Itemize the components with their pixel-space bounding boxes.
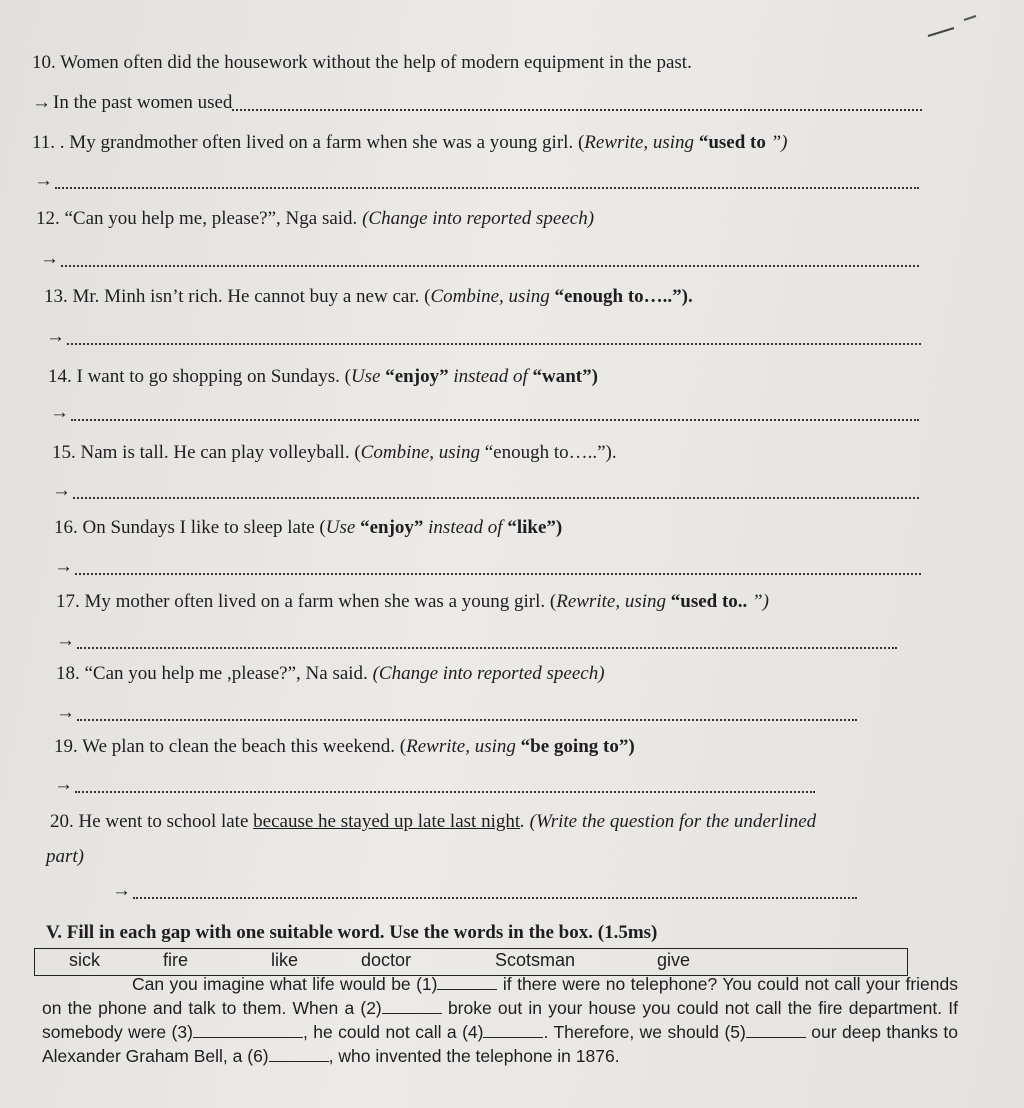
question-11 xyxy=(32,132,788,154)
question-20-continued: part) xyxy=(46,846,84,867)
arrow-icon: → xyxy=(112,880,131,901)
question-11-keyword-to: to xyxy=(745,132,766,153)
gap-4[interactable] xyxy=(483,1023,543,1038)
question-13-instruction: Combine, using xyxy=(430,286,550,307)
word-box-item: Scotsman xyxy=(495,950,576,970)
gap-1[interactable] xyxy=(437,975,497,990)
answer-11[interactable] xyxy=(34,170,919,192)
arrow-icon: → xyxy=(32,92,51,113)
passage-text: . Therefore, we should (5) xyxy=(543,1022,746,1042)
passage xyxy=(42,972,958,1068)
word-box-item: sick xyxy=(69,950,100,970)
answer-line[interactable] xyxy=(232,109,922,111)
answer-line[interactable] xyxy=(75,791,815,793)
answer-line[interactable] xyxy=(75,573,921,575)
passage-text: , who invented the telephone in 1876. xyxy=(328,1046,620,1066)
question-16-instruction-2: instead of xyxy=(423,517,503,538)
word-box-item: doctor xyxy=(361,950,412,970)
answer-13[interactable] xyxy=(46,326,921,348)
answer-line[interactable] xyxy=(77,647,897,649)
question-11-text: 11. . My grandmother often lived on a farm when she was a young girl. ( xyxy=(32,132,585,153)
gap-3[interactable] xyxy=(193,1023,303,1038)
answer-20[interactable] xyxy=(112,880,857,902)
answer-16[interactable] xyxy=(54,556,921,578)
answer-line[interactable] xyxy=(77,719,857,721)
arrow-icon: → xyxy=(56,630,75,651)
arrow-icon: → xyxy=(54,774,73,795)
question-14-instruction-2: instead of xyxy=(448,366,528,387)
answer-15[interactable] xyxy=(52,480,919,502)
passage-text: Can you imagine what life would be (1) xyxy=(132,974,438,994)
question-19-instruction: Rewrite, using xyxy=(406,736,516,757)
answer-12[interactable] xyxy=(40,248,919,270)
question-14-instruction: Use xyxy=(350,366,381,387)
question-10 xyxy=(32,52,692,74)
passage-text: , he could not call a (4) xyxy=(302,1022,484,1042)
question-14 xyxy=(48,366,598,388)
question-14-keyword-2: “want”) xyxy=(527,366,598,387)
question-15 xyxy=(52,442,617,464)
question-20 xyxy=(50,811,816,833)
section-v-title: V. Fill in each gap with one suitable word. Use the words in the box. (1.5ms) xyxy=(46,922,658,943)
question-18-instruction: (Change into reported speech) xyxy=(372,663,605,684)
answer-line[interactable] xyxy=(55,187,919,189)
question-16 xyxy=(54,517,562,539)
gap-2[interactable] xyxy=(382,999,442,1014)
answer-line[interactable] xyxy=(73,497,919,499)
question-20-underlined: because he stayed up late last night xyxy=(253,811,521,832)
answer-10-prompt: In the past women used xyxy=(53,92,233,113)
question-12-instruction: (Change into reported speech) xyxy=(362,208,595,229)
arrow-icon: → xyxy=(56,702,75,723)
question-17-text: 17. My mother often lived on a farm when she was a young girl. ( xyxy=(56,591,557,612)
question-18-text: 18. “Can you help me ,please?”, Na said. xyxy=(56,663,373,684)
answer-line[interactable] xyxy=(67,343,921,345)
question-11-close: ”) xyxy=(765,132,788,153)
word-box-item: give xyxy=(657,950,691,970)
arrow-icon: → xyxy=(50,402,69,423)
question-17-close: ”) xyxy=(747,591,769,612)
question-12-text: 12. “Can you help me, please?”, Nga said. xyxy=(36,208,363,229)
question-12 xyxy=(36,208,594,230)
arrow-icon: → xyxy=(40,248,59,269)
question-15-instruction: Combine, using xyxy=(360,442,480,463)
question-14-text: 14. I want to go shopping on Sundays. ( xyxy=(48,366,351,387)
question-16-keyword: “enjoy” xyxy=(355,517,424,538)
pen-mark-icon xyxy=(920,6,1000,46)
question-16-instruction: Use xyxy=(325,517,356,538)
answer-line[interactable] xyxy=(133,897,857,899)
question-19-keyword: “be going to”) xyxy=(515,736,635,757)
question-13 xyxy=(44,286,693,308)
arrow-icon: → xyxy=(46,326,65,347)
arrow-icon: → xyxy=(54,556,73,577)
question-14-keyword: “enjoy” xyxy=(380,366,449,387)
question-13-keyword: “enough to…..”). xyxy=(549,286,693,307)
answer-line[interactable] xyxy=(71,419,919,421)
answer-19[interactable] xyxy=(54,774,815,796)
answer-10[interactable] xyxy=(32,92,922,114)
question-15-keyword: “enough to…..”). xyxy=(479,442,617,463)
question-10-text: 10. Women often did the housework without the help of modern equipment in the past. xyxy=(32,52,692,73)
question-17-keyword: “used to.. xyxy=(666,591,748,612)
question-19-text: 19. We plan to clean the beach this weekend. ( xyxy=(54,736,407,757)
passage-text: broke out in your house you could not call the fire department. If somebody were (3) xyxy=(42,998,959,1042)
question-16-text: 16. On Sundays I like to sleep late ( xyxy=(54,517,326,538)
question-11-keyword: “used xyxy=(694,132,746,153)
question-19 xyxy=(54,736,635,758)
question-11-instruction: Rewrite, using xyxy=(584,132,695,153)
arrow-icon: → xyxy=(34,170,53,191)
passage-text: our deep thanks to Alexander Graham Bell, a (6) xyxy=(42,1022,959,1066)
gap-6[interactable] xyxy=(269,1047,329,1062)
question-15-text: 15. Nam is tall. He can play volleyball. ( xyxy=(52,442,361,463)
gap-5[interactable] xyxy=(746,1023,806,1038)
question-16-keyword-2: “like”) xyxy=(502,517,563,538)
answer-18[interactable] xyxy=(56,702,857,724)
question-17 xyxy=(56,591,769,613)
question-20-text: 20. He went to school late xyxy=(50,811,254,832)
question-13-text: 13. Mr. Minh isn’t rich. He cannot buy a new car. ( xyxy=(44,286,431,307)
word-box-item: like xyxy=(271,950,299,970)
answer-14[interactable] xyxy=(50,402,919,424)
passage-text: if there were no telephone? You could not call your friends on the phone and talk to them. When a (2) xyxy=(42,974,958,1018)
arrow-icon: → xyxy=(52,480,71,501)
answer-line[interactable] xyxy=(61,265,919,267)
word-box-item: fire xyxy=(163,950,189,970)
question-20-instruction: . (Write the question for the underlined xyxy=(520,811,817,832)
answer-17[interactable] xyxy=(56,630,897,652)
question-17-instruction: Rewrite, using xyxy=(556,591,666,612)
question-18 xyxy=(56,663,605,685)
